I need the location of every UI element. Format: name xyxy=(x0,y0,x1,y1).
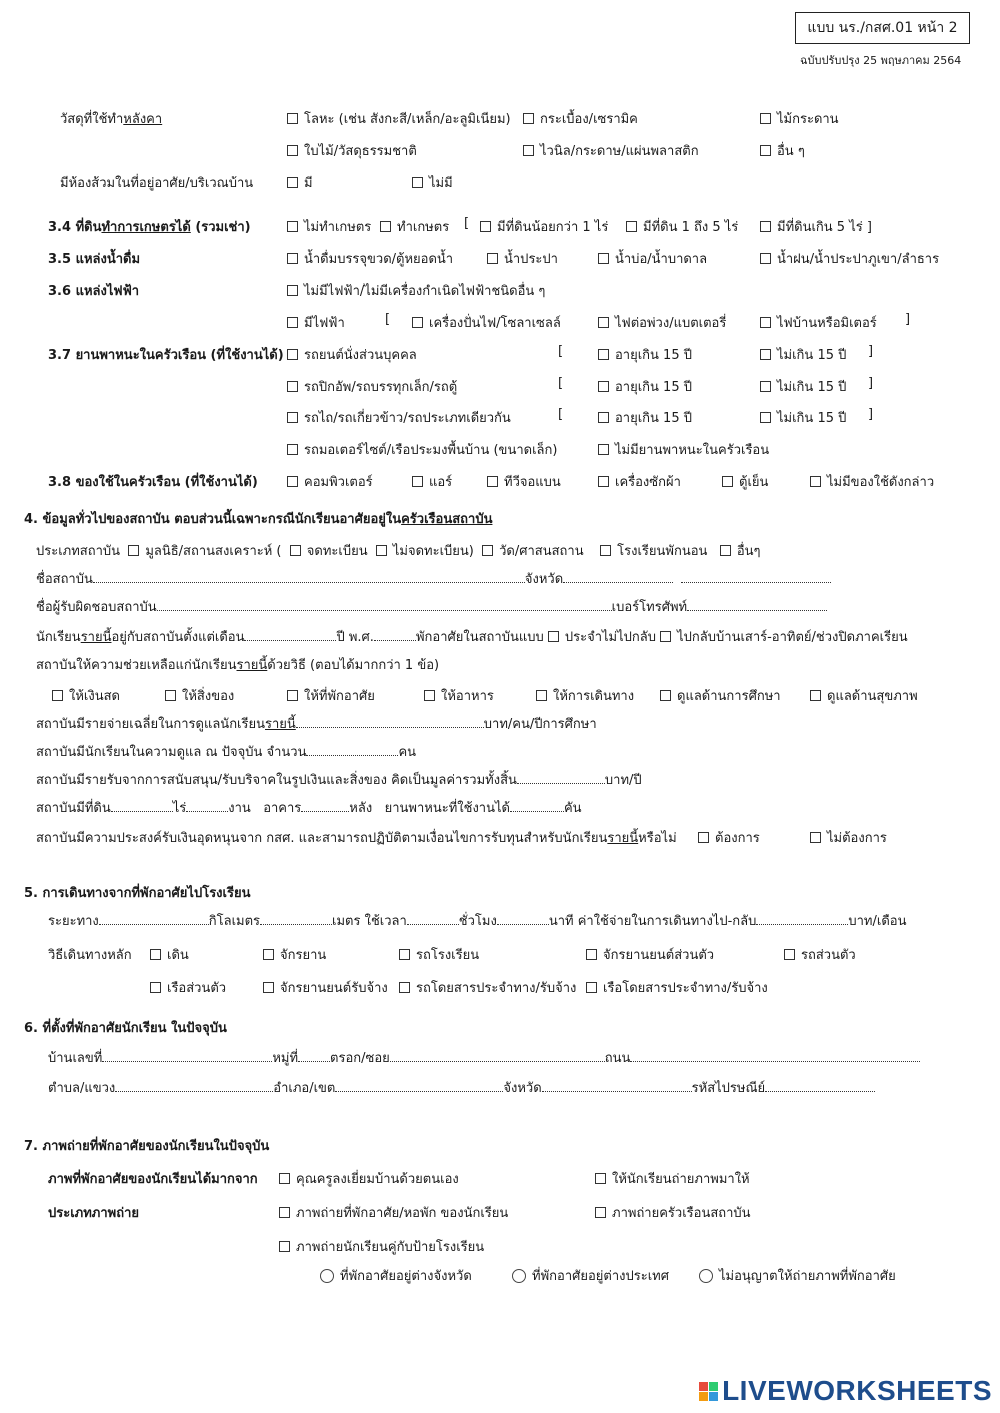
checkbox[interactable] xyxy=(380,221,391,232)
s38-label: 3.8 ของใช้ในครัวเรือน (ที่ใช้งานได้) xyxy=(48,475,258,490)
building-field[interactable] xyxy=(301,800,349,812)
checkbox[interactable] xyxy=(287,113,298,124)
expense-field[interactable] xyxy=(296,716,484,728)
s6-row1: บ้านเลขที่ หมู่ที่ ตรอก/ซอย ถนน xyxy=(48,1047,920,1068)
checkbox[interactable] xyxy=(810,690,821,701)
checkbox[interactable] xyxy=(660,631,671,642)
liveworksheets-logo xyxy=(699,1375,992,1407)
s35-rain[interactable]: น้ำฝน/น้ำประปาภูเขา/ลำธาร xyxy=(760,248,939,269)
checkbox[interactable] xyxy=(52,690,63,701)
s38-none[interactable]: ไม่มีของใช้ดังกล่าว xyxy=(810,471,934,492)
intent-no[interactable]: ไม่ต้องการ xyxy=(810,827,887,848)
checkbox[interactable] xyxy=(287,145,298,156)
income-field[interactable] xyxy=(517,772,605,784)
help-housing[interactable]: ให้ที่พักอาศัย xyxy=(287,685,375,706)
s4-name-row: ชื่อสถาบัน จังหวัด xyxy=(36,568,831,589)
checkbox[interactable] xyxy=(287,381,298,392)
phone-field[interactable] xyxy=(687,599,827,611)
s37-pickup-old[interactable]: อายุเกิน 15 ปี xyxy=(598,376,692,397)
checkbox[interactable] xyxy=(784,949,795,960)
s36-generator[interactable]: เครื่องปั่นไฟ/โซลาเซลล์ xyxy=(412,312,561,333)
s37-tractor-old[interactable]: อายุเกิน 15 ปี xyxy=(598,407,692,428)
s37-label: 3.7 ยานพาหนะในครัวเรือน (ที่ใช้งานได้) xyxy=(48,348,284,363)
extra-field[interactable] xyxy=(681,571,831,583)
checkbox[interactable] xyxy=(523,145,534,156)
province-field[interactable] xyxy=(542,1080,692,1092)
roof-option-metal[interactable]: โลหะ (เช่น สังกะสี/เหล็ก/อะลูมิเนียม) xyxy=(287,108,511,129)
checkbox[interactable] xyxy=(287,285,298,296)
method-ferry[interactable]: เรือโดยสารประจำทาง/รับจ้าง xyxy=(586,977,768,998)
distance-km-field[interactable] xyxy=(99,913,209,925)
checkbox[interactable] xyxy=(760,381,771,392)
method-moto-taxi[interactable]: จักรยานยนต์รับจ้าง xyxy=(263,977,388,998)
checkbox[interactable] xyxy=(287,317,298,328)
s6-title: 6. ที่ตั้งที่พักอาศัยนักเรียน ในปัจจุบัน xyxy=(24,1021,227,1036)
checkbox[interactable] xyxy=(720,545,731,556)
s38-fridge[interactable]: ตู้เย็น xyxy=(722,471,768,492)
checkbox[interactable] xyxy=(165,690,176,701)
help-travel[interactable]: ให้การเดินทาง xyxy=(536,685,634,706)
s34-label: 3.4 ที่ดินทำการเกษตรได้ (รวมเช่า) xyxy=(48,220,251,235)
s36-no-power[interactable]: ไม่มีไฟฟ้า/ไม่มีเครื่องกำเนิดไฟฟ้าชนิดอื่น ๆ xyxy=(287,280,545,301)
photo-residence[interactable]: ภาพถ่ายที่พักอาศัย/หอพัก ของนักเรียน xyxy=(279,1202,508,1223)
checkbox[interactable] xyxy=(598,381,609,392)
s36-battery[interactable]: ไฟต่อพ่วง/แบตเตอรี่ xyxy=(598,312,726,333)
s34-land-gt5[interactable]: มีที่ดินเกิน 5 ไร่ ] xyxy=(760,216,872,237)
radio-abroad[interactable]: ที่พักอาศัยอยู่ต่างประเทศ xyxy=(512,1265,669,1286)
intent-yes[interactable]: ต้องการ xyxy=(698,827,760,848)
time-min-field[interactable] xyxy=(497,913,549,925)
travel-cost-field[interactable] xyxy=(756,913,848,925)
land-rai-field[interactable] xyxy=(111,800,173,812)
s37-bracket-open: [ xyxy=(558,344,564,359)
roof-option-leaves[interactable]: ใบไม้/วัสดุธรรมชาติ xyxy=(287,140,417,161)
s37-tractor[interactable]: รถไถ/รถเกี่ยวข้าว/รถประเภทเดียวกัน xyxy=(287,407,511,428)
institution-name-field[interactable] xyxy=(93,571,525,583)
roof-option-vinyl[interactable]: ไวนิล/กระดาษ/แผ่นพลาสติก xyxy=(523,140,699,161)
district-field[interactable] xyxy=(335,1080,503,1092)
mark-square xyxy=(699,1392,708,1401)
s4-type-registered[interactable]: จดทะเบียน xyxy=(290,544,368,559)
checkbox[interactable] xyxy=(760,113,771,124)
s4-type-other[interactable]: อื่นๆ xyxy=(720,544,761,559)
s5-distance-row: ระยะทาง กิโลเมตร เมตร ใช้เวลา ชั่วโมง นาที ค่าใช้จ่ายในการเดินทางไป-กลับ บาท/เดือน xyxy=(48,914,907,929)
checkbox[interactable] xyxy=(487,253,498,264)
checkbox[interactable] xyxy=(279,1241,290,1252)
checkbox[interactable] xyxy=(598,349,609,360)
checkbox[interactable] xyxy=(760,317,771,328)
s37-car-old[interactable]: อายุเกิน 15 ปี xyxy=(598,344,692,365)
checkbox[interactable] xyxy=(600,545,611,556)
s37-car[interactable]: รถยนต์นั่งส่วนบุคคล xyxy=(287,344,417,365)
form-code: แบบ นร./กสศ.01 หน้า 2 xyxy=(807,20,958,36)
checkbox[interactable] xyxy=(586,982,597,993)
student-count-field[interactable] xyxy=(306,744,398,756)
checkbox[interactable] xyxy=(399,949,410,960)
checkbox[interactable] xyxy=(412,177,423,188)
stay-boarding[interactable]: ประจำไม่ไปกลับ xyxy=(548,630,656,645)
s36-has-power[interactable]: มีไฟฟ้า xyxy=(287,312,345,333)
s35-bottled[interactable]: น้ำดื่มบรรจุขวด/ตู้หยอดน้ำ xyxy=(287,248,453,269)
s4-title: 4. ข้อมูลทั่วไปของสถาบัน ตอบส่วนนี้เฉพาะกรณีนักเรียนอาศัยอยู่ในครัวเรือนสถาบัน xyxy=(24,512,493,527)
checkbox[interactable] xyxy=(760,145,771,156)
checkbox[interactable] xyxy=(810,832,821,843)
s7-type-label: ประเภทภาพถ่าย xyxy=(48,1206,140,1221)
checkbox[interactable] xyxy=(263,982,274,993)
s4-income-row: สถาบันมีรายรับจากการสนับสนุน/รับบริจาคในรูปเงินและสิ่งของ คิดเป็นมูลค่ารวมทั้งสิ้น บาท/ปี xyxy=(36,773,642,788)
roof-label: วัสดุที่ใช้ทำหลังคา xyxy=(60,112,163,127)
checkbox[interactable] xyxy=(287,444,298,455)
postcode-field[interactable] xyxy=(765,1080,875,1092)
s4-responsible-row: ชื่อผู้รับผิดชอบสถาบัน เบอร์โทรศัพท์ xyxy=(36,596,827,617)
s4-type-boarding[interactable]: โรงเรียนพักนอน xyxy=(600,544,707,559)
s6-row2: ตำบล/แขวง อำเภอ/เขต จังหวัด รหัสไปรษณีย์ xyxy=(48,1077,875,1098)
toilet-no[interactable]: ไม่มี xyxy=(412,172,453,193)
checkbox[interactable] xyxy=(287,476,298,487)
s35-label: 3.5 แหล่งน้ำดื่ม xyxy=(48,252,141,267)
checkbox[interactable] xyxy=(487,476,498,487)
checkbox[interactable] xyxy=(586,949,597,960)
method-own-motorcycle[interactable]: จักรยานยนต์ส่วนตัว xyxy=(586,944,714,965)
help-food[interactable]: ให้อาหาร xyxy=(424,685,494,706)
liveworksheets-wordmark: LIVEWORKSHEETS xyxy=(722,1375,992,1406)
s37-bracket-open: [ xyxy=(558,376,564,391)
help-cash[interactable]: ให้เงินสด xyxy=(52,685,120,706)
checkbox[interactable] xyxy=(279,1207,290,1218)
checkbox[interactable] xyxy=(287,412,298,423)
moo-field[interactable] xyxy=(298,1050,330,1062)
checkbox[interactable] xyxy=(660,690,671,701)
s4-intent-row: สถาบันมีความประสงค์รับเงินอุดหนุนจาก กสศ. และสามารถปฏิบัติตามเงื่อนไขการรับทุนสำหรับนักเรียนรายนี้หรือไม่ xyxy=(36,831,677,846)
checkbox[interactable] xyxy=(290,545,301,556)
method-bicycle[interactable]: จักรยาน xyxy=(263,944,326,965)
liveworksheets-mark-icon xyxy=(699,1382,718,1401)
checkbox[interactable] xyxy=(287,221,298,232)
distance-m-field[interactable] xyxy=(260,913,332,925)
s34-no-farm[interactable]: ไม่ทำเกษตร xyxy=(287,216,371,237)
s37-motorcycle[interactable]: รถมอเตอร์ไซต์/เรือประมงพื้นบ้าน (ขนาดเล็ก) xyxy=(287,439,557,460)
stay-weekend[interactable]: ไปกลับบ้านเสาร์-อาทิตย์/ช่วงปิดภาคเรียน xyxy=(660,630,907,645)
s4-type-foundation[interactable]: มูลนิธิ/สถานสงเคราะห์ ( xyxy=(128,544,281,559)
checkbox[interactable] xyxy=(598,444,609,455)
s34-farm[interactable]: ทำเกษตร xyxy=(380,216,449,237)
s37-no-vehicle[interactable]: ไม่มียานพาหนะในครัวเรือน xyxy=(598,439,769,460)
checkbox[interactable] xyxy=(287,177,298,188)
year-field[interactable] xyxy=(374,629,416,641)
toilet-label: มีห้องส้วมในที่อยู่อาศัย/บริเวณบ้าน xyxy=(60,176,254,191)
s37-bracket-open: [ xyxy=(558,407,564,422)
roof-option-wood[interactable]: ไม้กระดาน xyxy=(760,108,839,129)
radio-button[interactable] xyxy=(320,1269,334,1283)
s4-type-temple[interactable]: วัด/ศาสนสถาน xyxy=(482,544,584,559)
land-ngan-field[interactable] xyxy=(186,800,228,812)
s4-help-intro: สถาบันให้ความช่วยเหลือแก่นักเรียนรายนี้ด้วยวิธี (ตอบได้มากกว่า 1 ข้อ) xyxy=(36,658,440,673)
checkbox[interactable] xyxy=(150,949,161,960)
checkbox[interactable] xyxy=(424,690,435,701)
s36-bracket-close: ] xyxy=(905,312,911,327)
checkbox[interactable] xyxy=(263,949,274,960)
method-school-bus[interactable]: รถโรงเรียน xyxy=(399,944,479,965)
s4-stay-row: นักเรียนรายนี้อยู่กับสถาบันตั้งแต่เดือน ปี พ.ศ. พักอาศัยในสถาบันแบบ ประจำไม่ไปกลับ ไปกลับบ้านเสาร์-อาทิตย์/ช่วงปิดภาคเรียน xyxy=(36,630,908,645)
s5-method-label: วิธีเดินทางหลัก xyxy=(48,948,132,963)
checkbox[interactable] xyxy=(279,1173,290,1184)
checkbox[interactable] xyxy=(598,253,609,264)
responsible-field[interactable] xyxy=(157,599,612,611)
road-field[interactable] xyxy=(630,1050,920,1062)
radio-button[interactable] xyxy=(512,1269,526,1283)
source-teacher[interactable]: คุณครูลงเยี่ยมบ้านด้วยตนเอง xyxy=(279,1168,459,1189)
checkbox[interactable] xyxy=(412,317,423,328)
s38-aircon[interactable]: แอร์ xyxy=(412,471,452,492)
house-no-field[interactable] xyxy=(102,1050,272,1062)
method-own-car[interactable]: รถส่วนตัว xyxy=(784,944,856,965)
s37-pickup[interactable]: รถปิกอัพ/รถบรรทุกเล็ก/รถตู้ xyxy=(287,376,457,397)
s4-type-row: ประเภทสถาบัน มูลนิธิ/สถานสงเคราะห์ ( จดทะเบียน ไม่จดทะเบียน) วัด/ศาสนสถาน โรงเรียนพักนอน อื่นๆ xyxy=(36,544,761,559)
method-own-boat[interactable]: เรือส่วนตัว xyxy=(150,977,226,998)
s4-count-row: สถาบันมีนักเรียนในความดูแล ณ ปัจจุบัน จำนวน คน xyxy=(36,745,417,760)
s37-bracket-close: ] xyxy=(868,376,874,391)
s34-bracket-open: [ xyxy=(464,216,470,231)
s38-computer[interactable]: คอมพิวเตอร์ xyxy=(287,471,373,492)
checkbox[interactable] xyxy=(287,253,298,264)
s37-pickup-new[interactable]: ไม่เกิน 15 ปี xyxy=(760,376,846,397)
checkbox[interactable] xyxy=(760,221,771,232)
checkbox[interactable] xyxy=(376,545,387,556)
month-field[interactable] xyxy=(244,629,336,641)
checkbox[interactable] xyxy=(536,690,547,701)
checkbox[interactable] xyxy=(480,221,491,232)
checkbox[interactable] xyxy=(760,253,771,264)
checkbox[interactable] xyxy=(722,476,733,487)
checkbox[interactable] xyxy=(482,545,493,556)
checkbox[interactable] xyxy=(287,690,298,701)
checkbox[interactable] xyxy=(523,113,534,124)
s4-type-unregistered[interactable]: ไม่จดทะเบียน) xyxy=(376,544,474,559)
checkbox[interactable] xyxy=(595,1207,606,1218)
s35-well[interactable]: น้ำบ่อ/น้ำบาดาล xyxy=(598,248,707,269)
form-code-box xyxy=(795,12,970,44)
checkbox[interactable] xyxy=(626,221,637,232)
province-field[interactable] xyxy=(563,571,673,583)
checkbox[interactable] xyxy=(698,832,709,843)
s34-land-lt1[interactable]: มีที่ดินน้อยกว่า 1 ไร่ xyxy=(480,216,608,237)
s36-label: 3.6 แหล่งไฟฟ้า xyxy=(48,284,140,299)
s37-tractor-new[interactable]: ไม่เกิน 15 ปี xyxy=(760,407,846,428)
s38-washer[interactable]: เครื่องซักผ้า xyxy=(598,471,681,492)
checkbox[interactable] xyxy=(150,982,161,993)
checkbox[interactable] xyxy=(598,317,609,328)
photo-school-sign[interactable]: ภาพถ่ายนักเรียนคู่กับป้ายโรงเรียน xyxy=(279,1236,484,1257)
vehicle-count-field[interactable] xyxy=(510,800,564,812)
checkbox[interactable] xyxy=(598,412,609,423)
mark-square xyxy=(699,1382,708,1391)
s35-tap[interactable]: น้ำประปา xyxy=(487,248,558,269)
s38-tv[interactable]: ทีวีจอแบน xyxy=(487,471,561,492)
photo-institution[interactable]: ภาพถ่ายครัวเรือนสถาบัน xyxy=(595,1202,751,1223)
s37-bracket-close: ] xyxy=(868,344,874,359)
checkbox[interactable] xyxy=(412,476,423,487)
s4-land-row: สถาบันมีที่ดิน ไร่ งาน อาคาร หลัง ยานพาหนะที่ใช้งานได้ คัน xyxy=(36,801,582,816)
checkbox[interactable] xyxy=(548,631,559,642)
s5-title: 5. การเดินทางจากที่พักอาศัยไปโรงเรียน xyxy=(24,886,251,901)
subdistrict-field[interactable] xyxy=(115,1080,273,1092)
s36-bracket-open: [ xyxy=(385,312,391,327)
checkbox[interactable] xyxy=(810,476,821,487)
revision-date: ฉบับปรับปรุง 25 พฤษภาคม 2564 xyxy=(800,54,962,67)
soi-field[interactable] xyxy=(390,1050,605,1062)
help-health[interactable]: ดูแลด้านสุขภาพ xyxy=(810,685,918,706)
s37-bracket-close: ] xyxy=(868,407,874,422)
roof-option-other[interactable]: อื่น ๆ xyxy=(760,140,805,161)
s36-meter[interactable]: ไฟบ้านหรือมิเตอร์ xyxy=(760,312,877,333)
checkbox[interactable] xyxy=(595,1173,606,1184)
checkbox[interactable] xyxy=(399,982,410,993)
checkbox[interactable] xyxy=(760,412,771,423)
checkbox[interactable] xyxy=(598,476,609,487)
method-bus[interactable]: รถโดยสารประจำทาง/รับจ้าง xyxy=(399,977,576,998)
checkbox[interactable] xyxy=(760,349,771,360)
method-walk[interactable]: เดิน xyxy=(150,944,189,965)
toilet-yes[interactable]: มี xyxy=(287,172,313,193)
radio-button[interactable] xyxy=(699,1269,713,1283)
roof-option-tile[interactable]: กระเบื้อง/เซรามิค xyxy=(523,108,638,129)
help-goods[interactable]: ให้สิ่งของ xyxy=(165,685,234,706)
s7-title: 7. ภาพถ่ายที่พักอาศัยของนักเรียนในปัจจุบัน xyxy=(24,1139,270,1154)
s34-land-1to5[interactable]: มีที่ดิน 1 ถึง 5 ไร่ xyxy=(626,216,738,237)
radio-not-allowed[interactable]: ไม่อนุญาตให้ถ่ายภาพที่พักอาศัย xyxy=(699,1265,896,1286)
checkbox[interactable] xyxy=(128,545,139,556)
mark-square xyxy=(709,1382,718,1391)
s7-source-label: ภาพที่พักอาศัยของนักเรียนได้มากจาก xyxy=(48,1172,258,1187)
checkbox[interactable] xyxy=(287,349,298,360)
radio-other-province[interactable]: ที่พักอาศัยอยู่ต่างจังหวัด xyxy=(320,1265,472,1286)
s37-car-new[interactable]: ไม่เกิน 15 ปี xyxy=(760,344,846,365)
source-student[interactable]: ให้นักเรียนถ่ายภาพมาให้ xyxy=(595,1168,750,1189)
mark-square xyxy=(709,1392,718,1401)
help-education[interactable]: ดูแลด้านการศึกษา xyxy=(660,685,781,706)
time-hr-field[interactable] xyxy=(407,913,459,925)
s4-expense-row: สถาบันมีรายจ่ายเฉลี่ยในการดูแลนักเรียนรายนี้ บาท/คน/ปีการศึกษา xyxy=(36,717,597,732)
